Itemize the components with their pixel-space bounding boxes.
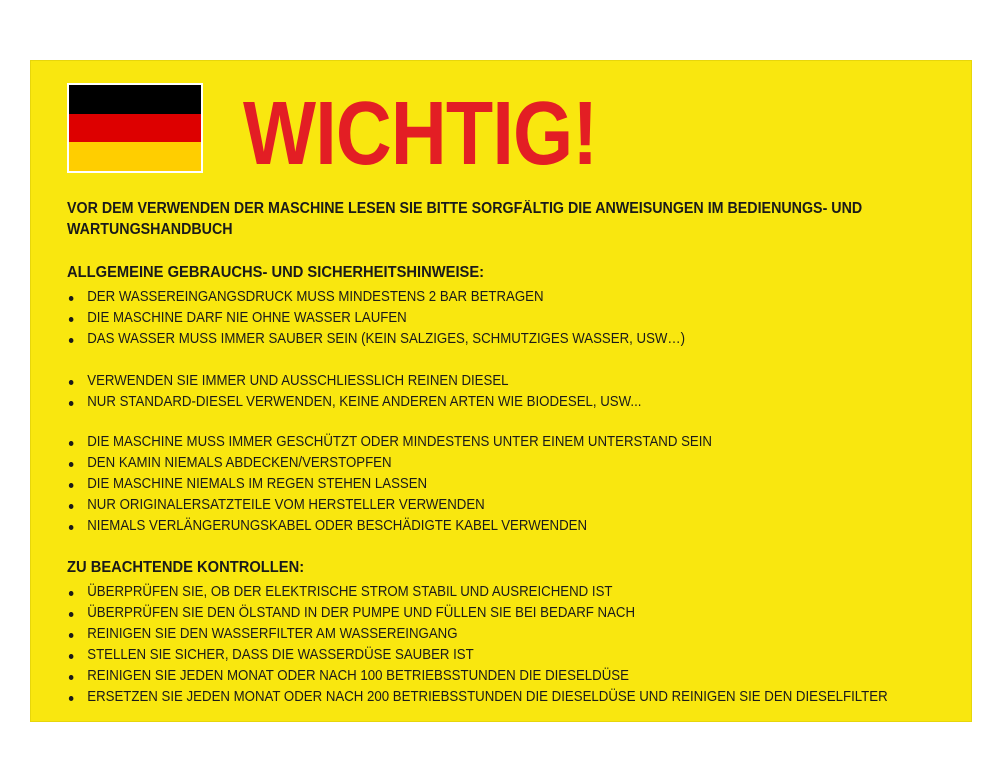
bullet-icon <box>69 612 74 617</box>
list-item: STELLEN SIE SICHER, DASS DIE WASSERDÜSE SAUBER IST <box>67 645 888 666</box>
list-item: NUR STANDARD-DIESEL VERWENDEN, KEINE ANDEREN ARTEN WIE BIODESEL, USW... <box>67 392 641 413</box>
bullet-icon <box>69 483 74 488</box>
checks-list <box>67 582 888 708</box>
flag-stripe-black <box>69 85 201 114</box>
list-item: DIE MASCHINE DARF NIE OHNE WASSER LAUFEN <box>67 308 685 329</box>
german-flag-icon <box>67 83 203 173</box>
bullet-icon <box>69 338 74 343</box>
bullet-icon <box>69 401 74 406</box>
safety-list-group-1 <box>67 287 685 350</box>
bullet-icon <box>69 380 74 385</box>
warning-card <box>30 60 972 722</box>
list-item: DEN KAMIN NIEMALS ABDECKEN/VERSTOPFEN <box>67 453 712 474</box>
safety-list-group-2 <box>67 371 641 413</box>
list-item: DER WASSEREINGANGSDRUCK MUSS MINDESTENS 2 BAR BETRAGEN <box>67 287 685 308</box>
bullet-icon <box>69 317 74 322</box>
flag-stripe-gold <box>69 142 201 171</box>
safety-list-group-3 <box>67 432 712 537</box>
bullet-icon <box>69 504 74 509</box>
list-item: DIE MASCHINE MUSS IMMER GESCHÜTZT ODER MINDESTENS UNTER EINEM UNTERSTAND SEIN <box>67 432 712 453</box>
bullet-icon <box>69 654 74 659</box>
bullet-icon <box>69 633 74 638</box>
page-title: WICHTIG! <box>243 84 598 184</box>
list-item: ERSETZEN SIE JEDEN MONAT ODER NACH 200 BETRIEBSSTUNDEN DIE DIESELDÜSE UND REINIGEN SIE DEN DIESELFILTER <box>67 687 888 708</box>
section-heading-checks: ZU BEACHTENDE KONTROLLEN: <box>67 559 305 576</box>
bullet-icon <box>69 525 74 530</box>
list-item: ÜBERPRÜFEN SIE DEN ÖLSTAND IN DER PUMPE UND FÜLLEN SIE BEI BEDARF NACH <box>67 603 888 624</box>
bullet-icon <box>69 591 74 596</box>
flag-stripe-red <box>69 114 201 143</box>
intro-text: VOR DEM VERWENDEN DER MASCHINE LESEN SIE BITTE SORGFÄLTIG DIE ANWEISUNGEN IM BEDIENUNGS- UND WARTUNGSHANDBUCH <box>67 200 863 238</box>
bullet-icon <box>69 675 74 680</box>
list-item: DIE MASCHINE NIEMALS IM REGEN STEHEN LASSEN <box>67 474 712 495</box>
list-item: DAS WASSER MUSS IMMER SAUBER SEIN (KEIN SALZIGES, SCHMUTZIGES WASSER, USW…) <box>67 329 685 350</box>
bullet-icon <box>69 296 74 301</box>
bullet-icon <box>69 462 74 467</box>
section-heading-safety: ALLGEMEINE GEBRAUCHS- UND SICHERHEITSHINWEISE: <box>67 264 485 281</box>
list-item: NIEMALS VERLÄNGERUNGSKABEL ODER BESCHÄDIGTE KABEL VERWENDEN <box>67 516 712 537</box>
bullet-icon <box>69 696 74 701</box>
list-item: NUR ORIGINALERSATZTEILE VOM HERSTELLER VERWENDEN <box>67 495 712 516</box>
list-item: REINIGEN SIE JEDEN MONAT ODER NACH 100 BETRIEBSSTUNDEN DIE DIESELDÜSE <box>67 666 888 687</box>
list-item: ÜBERPRÜFEN SIE, OB DER ELEKTRISCHE STROM STABIL UND AUSREICHEND IST <box>67 582 888 603</box>
list-item: REINIGEN SIE DEN WASSERFILTER AM WASSEREINGANG <box>67 624 888 645</box>
list-item: VERWENDEN SIE IMMER UND AUSSCHLIESSLICH REINEN DIESEL <box>67 371 641 392</box>
bullet-icon <box>69 441 74 446</box>
